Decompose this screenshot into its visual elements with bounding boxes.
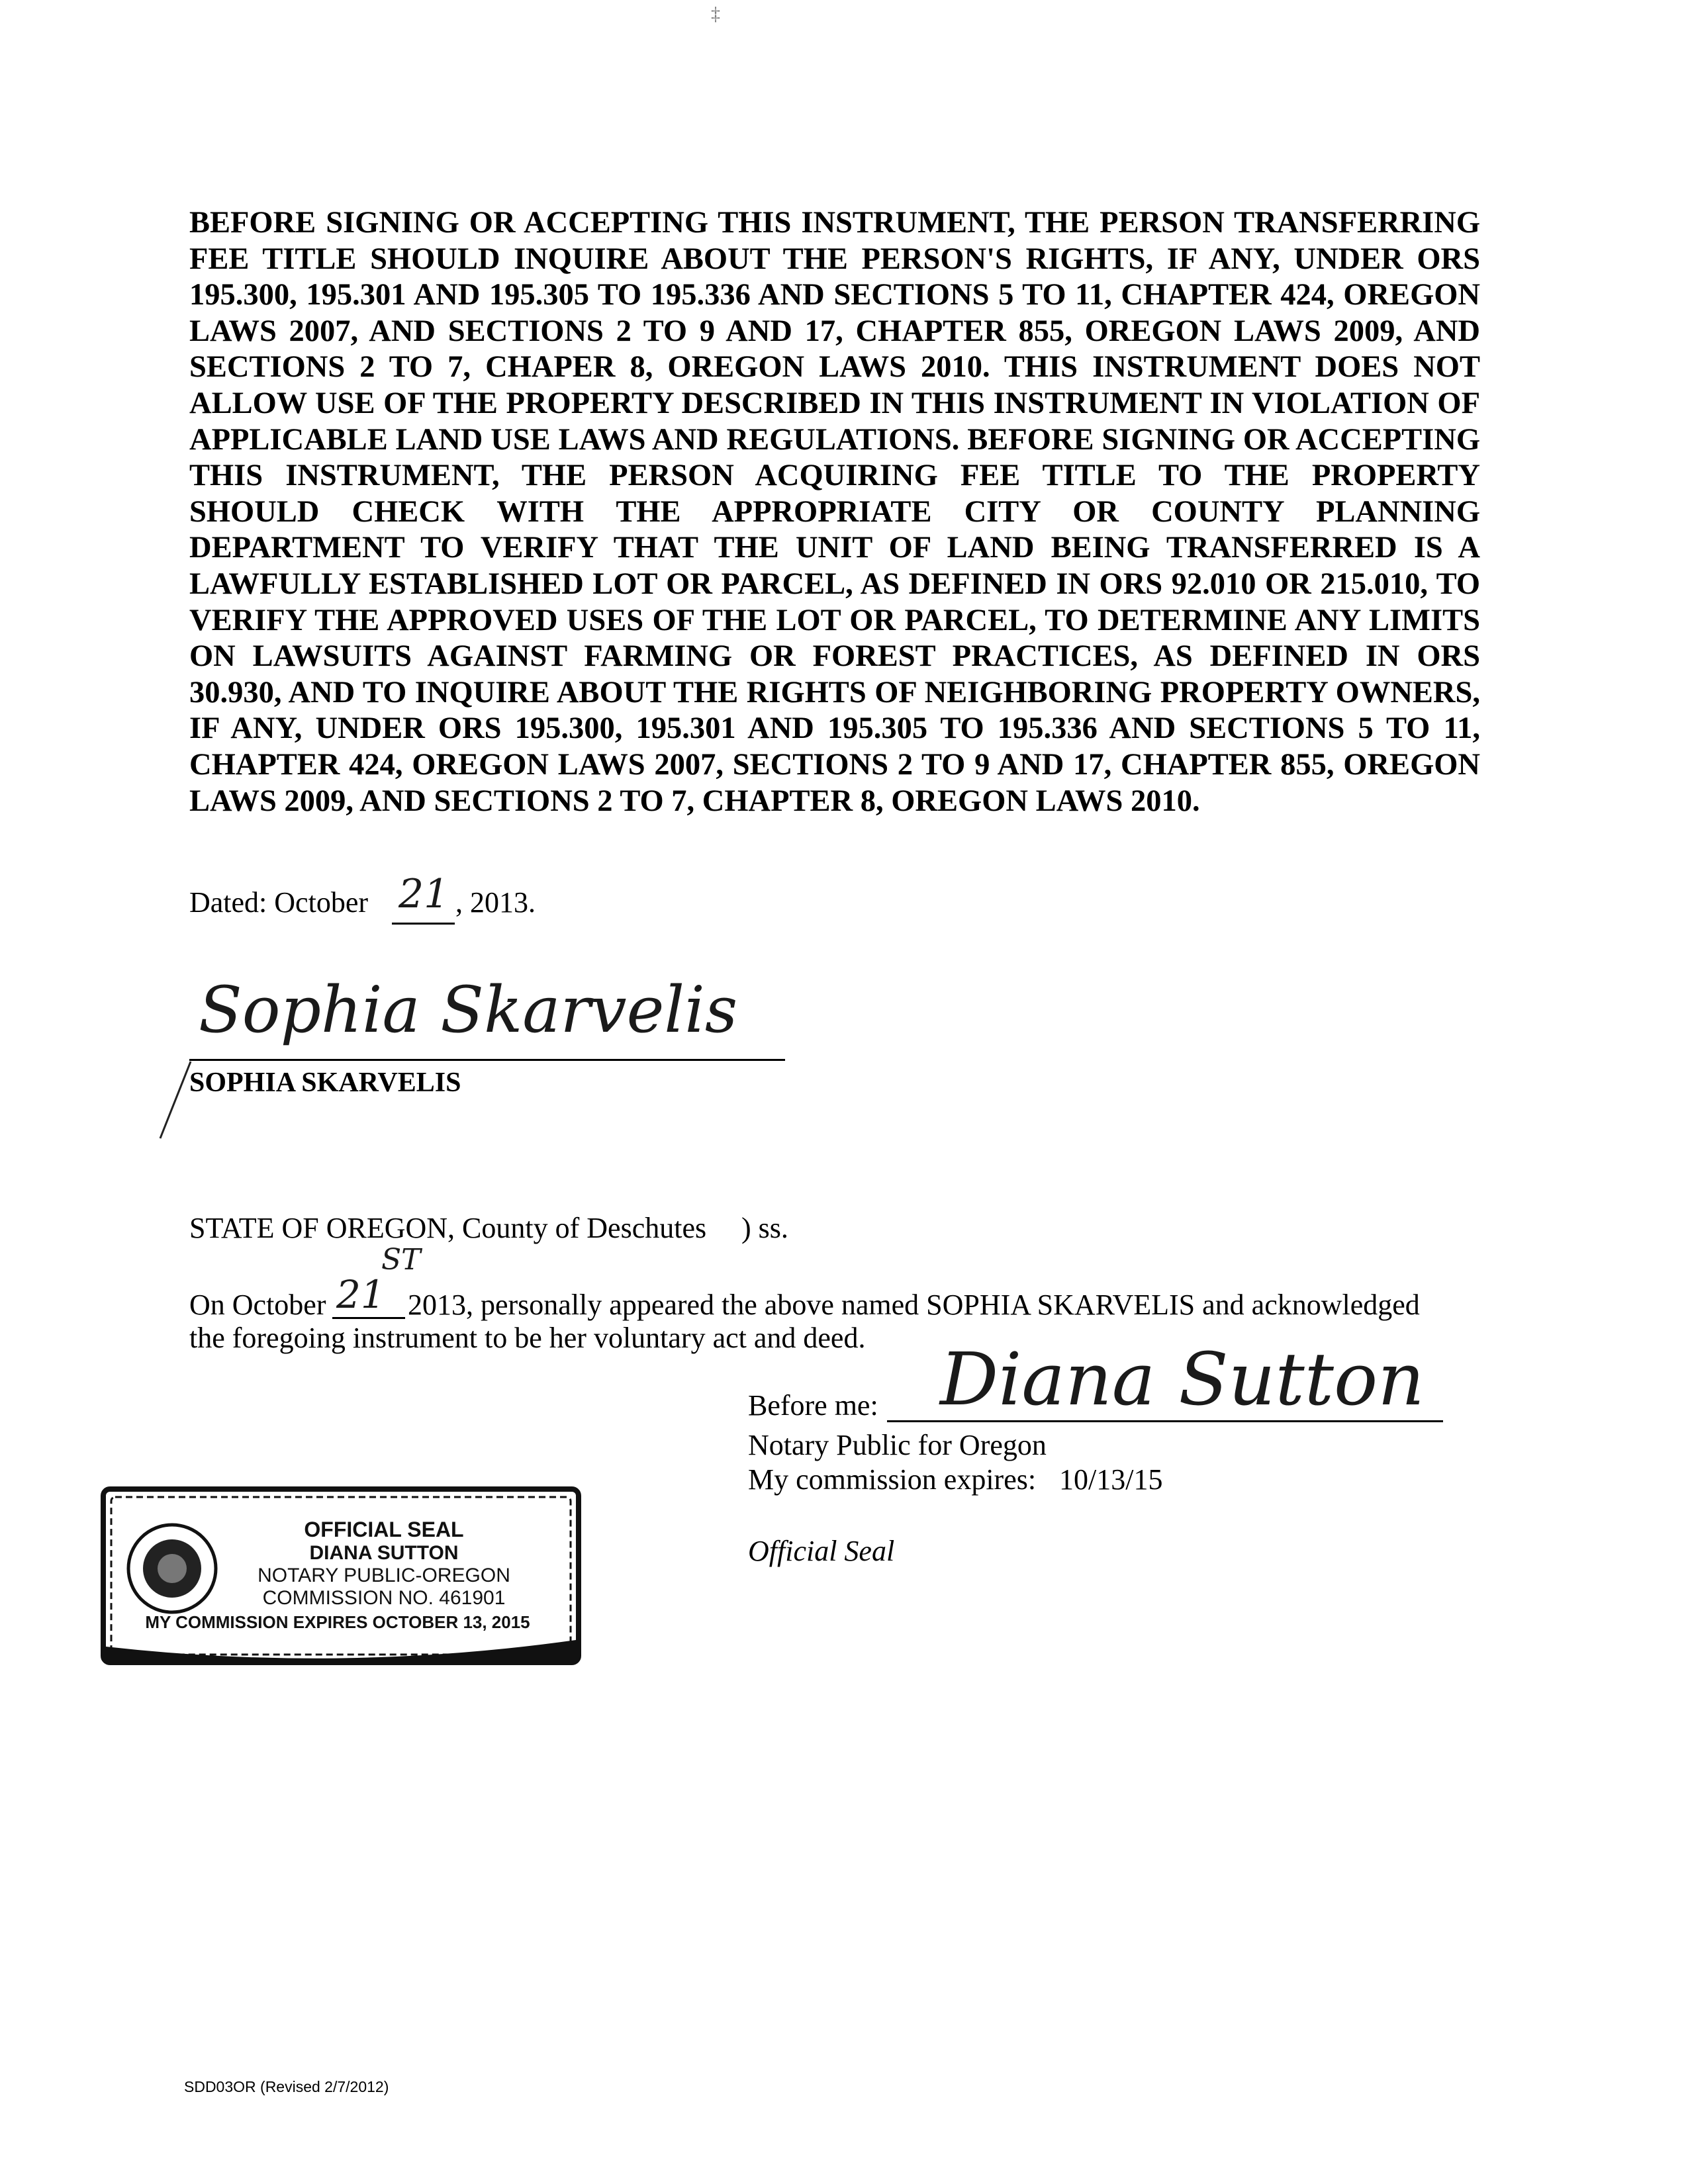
commission-date: 10/13/15 bbox=[1059, 1463, 1163, 1496]
statutory-disclosure-paragraph: BEFORE SIGNING OR ACCEPTING THIS INSTRUMENT, THE PERSON TRANSFERRING FEE TITLE SHOULD INQUIRE ABOUT THE PERSON'S RIGHTS, IF ANY, UNDER ORS 195.300, 195.301 AND 195.305 TO 195.336 AND SECTIONS 5 TO 11, CHAPTER 424, OREGON LAWS 2007, AND SECTIONS 2 TO 9 AND 17, CHAPTER 855, OREGON LAWS 2009, AND SECTIONS 2 TO 7, CHAPER 8, OREGON LAWS 2010. THIS INSTRUMENT DOES NOT ALLOW USE OF THE PROPERTY DESCRIBED IN THIS INSTRUMENT IN VIOLATION OF APPLICABLE LAND USE LAWS AND REGULATIONS. BEFORE SIGNING OR ACCEPTING THIS INSTRUMENT, THE PERSON ACQUIRING FEE TITLE TO THE PROPERTY SHOULD CHECK WITH THE APPROPRIATE CITY OR COUNTY PLANNING DEPARTMENT TO VERIFY THAT THE UNIT OF LAND BEING TRANSFERRED IS A LAWFULLY ESTABLISHED LOT OR PARCEL, AS DEFINED IN ORS 92.010 OR 215.010, TO VERIFY THE APPROVED USES OF THE LOT OR PARCEL, TO DETERMINE ANY LIMITS ON LAWSUITS AGAINST FARMING OR FOREST PRACTICES, AS DEFINED IN ORS 30.930, AND TO INQUIRE ABOUT THE RIGHTS OF NEIGHBORING PROPERTY OWNERS, IF ANY, UNDER ORS 195.300, 195.301 AND 195.305 TO 195.336 AND SECTIONS 5 TO 11, CHAPTER 424, OREGON LAWS 2007, SECTIONS 2 TO 9 AND 17, CHAPTER 855, OREGON LAWS 2009, AND SECTIONS 2 TO 7, CHAPTER 8, OREGON LAWS 2010. bbox=[189, 206, 1480, 818]
notary-signature: Diana Sutton bbox=[940, 1337, 1425, 1422]
dated-prefix: Dated: October bbox=[189, 886, 368, 919]
acknowledgment-prefix: On October bbox=[189, 1289, 326, 1321]
commission-label: My commission expires: bbox=[748, 1463, 1037, 1496]
notary-title: Notary Public for Oregon bbox=[748, 1429, 1047, 1461]
notary-seal-stamp bbox=[99, 1481, 583, 1668]
grantor-signature-line bbox=[189, 1059, 785, 1061]
dated-day-underline bbox=[392, 923, 455, 925]
acknowledgment-line2: the foregoing instrument to be her voluntary act and deed. bbox=[189, 1322, 866, 1354]
acknowledgment-day-handwritten: 21 bbox=[336, 1272, 385, 1317]
dated-suffix: , 2013. bbox=[455, 886, 536, 919]
grantor-printed-name: SOPHIA SKARVELIS bbox=[189, 1068, 461, 1098]
grantor-signature: Sophia Skarvelis bbox=[199, 973, 738, 1047]
before-me-label: Before me: bbox=[748, 1389, 878, 1422]
acknowledgment-line1: 2013, personally appeared the above named SOPHIA SKARVELIS and acknowledged bbox=[408, 1289, 1420, 1321]
top-mark: ‡ bbox=[711, 4, 720, 24]
acknowledgment-day-suffix-handwritten: ST bbox=[381, 1243, 421, 1277]
acknowledgment-day-underline bbox=[332, 1317, 405, 1319]
official-seal-label: Official Seal bbox=[748, 1535, 895, 1567]
stamp-line-3: NOTARY PUBLIC-OREGON bbox=[258, 1565, 510, 1586]
stamp-line-4: COMMISSION NO. 461901 bbox=[262, 1587, 506, 1609]
form-identifier: SDD03OR (Revised 2/7/2012) bbox=[184, 2078, 389, 2095]
venue-ss: ) ss. bbox=[741, 1212, 788, 1244]
dated-day-handwritten: 21 bbox=[399, 871, 449, 917]
stamp-line-5: MY COMMISSION EXPIRES OCTOBER 13, 2015 bbox=[145, 1612, 530, 1632]
stamp-line-1: OFFICIAL SEAL bbox=[304, 1518, 464, 1541]
venue-line: STATE OF OREGON, County of Deschutes bbox=[189, 1212, 707, 1244]
stamp-line-2: DIANA SUTTON bbox=[309, 1542, 459, 1564]
notary-signature-line bbox=[887, 1420, 1443, 1422]
